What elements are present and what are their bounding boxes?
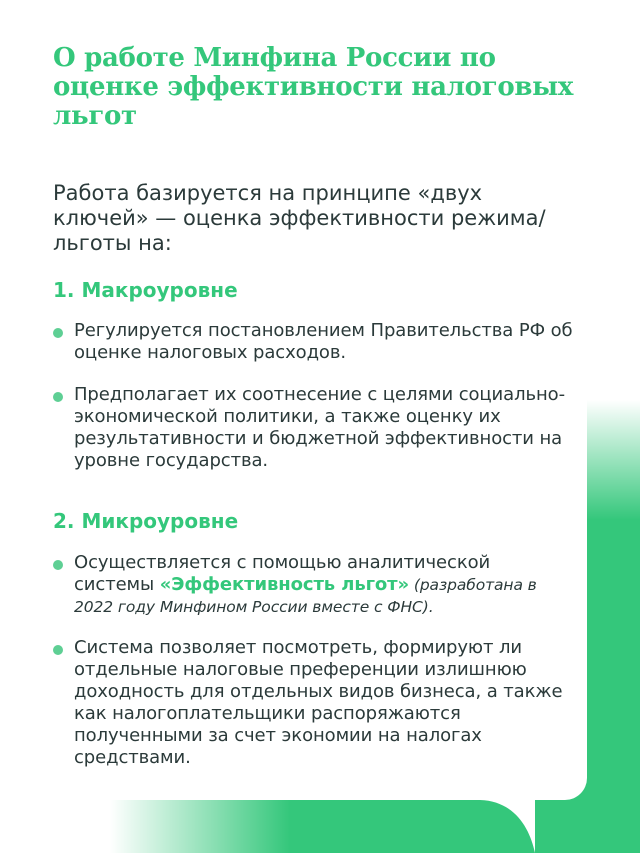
section-heading-macro: 1. Макроуровне	[53, 278, 238, 302]
list-item	[53, 637, 573, 769]
speech-bubble-tail	[450, 799, 535, 853]
bullet-dot-icon	[53, 560, 63, 570]
list-item	[53, 552, 573, 618]
bullet-text: Система позволяет посмотреть, формируют ли отдельные налоговые преференции излишнюю доходность для отдельных видов бизнеса, а также как налогоплательщики распоряжаются полученными за счет экономии на налогах средствами.	[74, 637, 563, 768]
bullet-text: Предполагает их соотнесение с целями социально-экономической политики, а также оценку их результативности и бюджетной эффективности на уровне государства.	[74, 384, 565, 471]
bullet-dot-icon	[53, 328, 63, 338]
intro-text: Работа базируется на принципе «двух ключей» — оценка эффективности режима/льготы на:	[53, 181, 546, 255]
section-heading-micro: 2. Микроуровне	[53, 509, 239, 533]
bullet-note: (разработана в 2022 году Минфином России вместе с ФНС).	[74, 576, 537, 616]
page-title: О работе Минфина России по оценке эффективности налоговых льгот	[53, 43, 574, 131]
bullet-text-lead: Осуществляется с помощью аналитической системы	[74, 552, 491, 595]
bullet-dot-icon	[53, 392, 63, 402]
bullet-text	[74, 552, 573, 618]
list-item	[53, 320, 573, 364]
list-item	[53, 384, 573, 472]
bullet-text: Регулируется постановлением Правительства РФ об оценке налоговых расходов.	[74, 320, 573, 363]
system-name-highlight: «Эффективность льгот»	[159, 574, 410, 595]
bullet-dot-icon	[53, 645, 63, 655]
